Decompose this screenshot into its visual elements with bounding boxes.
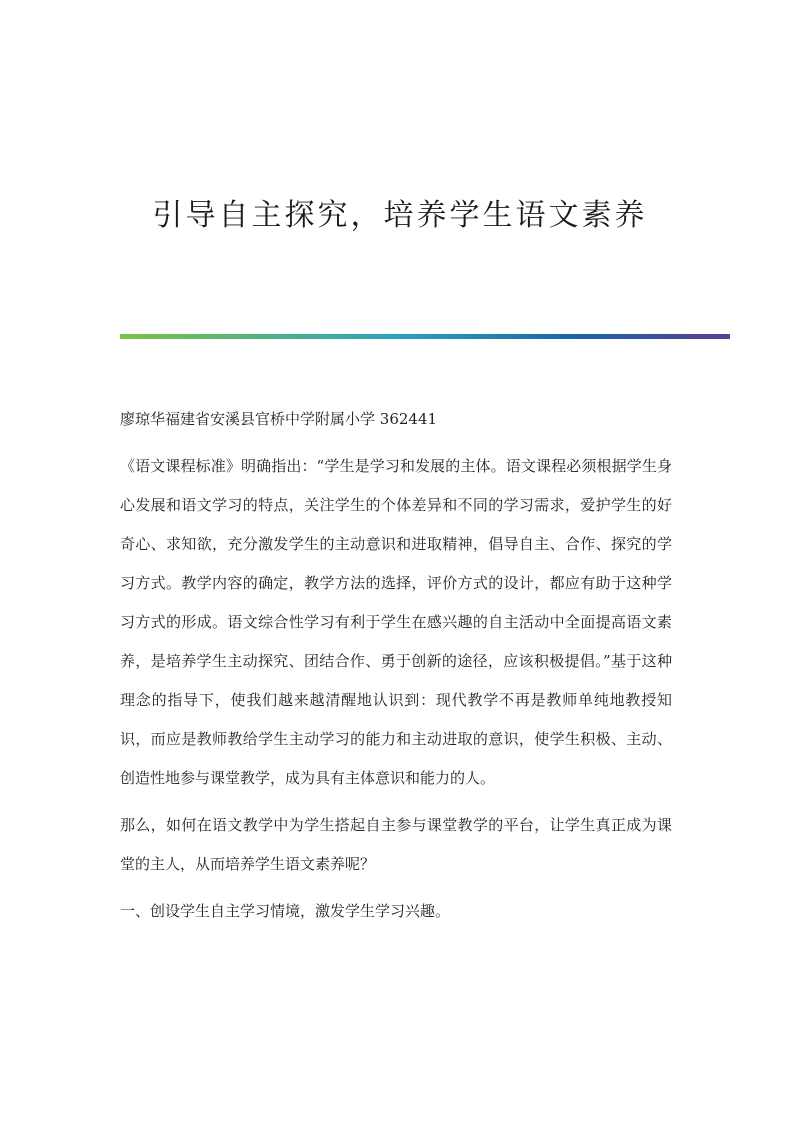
title-divider [120, 334, 730, 339]
document-title: 引导自主探究，培养学生语文素养 [152, 198, 648, 233]
paragraph-1: 《语文课程标准》明确指出：“学生是学习和发展的主体。语文课程必须根据学生身心发展和语文学习的特点，关注学生的个体差异和不同的学习需求，爱护学生的好奇心、求知欲，充分激发学生的主动意识和进取精神，倡导自主、合作、探究的学习方式。教学内容的确定，教学方法的选择，评价方式的设计，都应有助于这种学习方式的形成。语文综合性学习有利于学生在感兴趣的自主活动中全面提高语文素养，是培养学生主动探究、团结合作、勇于创新的途径，应该积极提倡。”基于这种理念的指导下，使我们越来越清醒地认识到：现代教学不再是教师单纯地教授知识，而应是教师教给学生主动学习的能力和主动进取的意识，使学生积极、主动、创造性地参与课堂教学，成为具有主体意识和能力的人。 [120, 457, 672, 787]
author-line: 廖琼华福建省安溪县官桥中学附属小学 362441 [120, 410, 438, 428]
paragraph-2: 那么，如何在语文教学中为学生搭起自主参与课堂教学的平台，让学生真正成为课堂的主人，从而培养学生语文素养呢？ [120, 816, 672, 873]
section-heading-1: 一、创设学生自主学习情境，激发学生学习兴趣。 [120, 902, 451, 920]
document-body [120, 400, 672, 939]
